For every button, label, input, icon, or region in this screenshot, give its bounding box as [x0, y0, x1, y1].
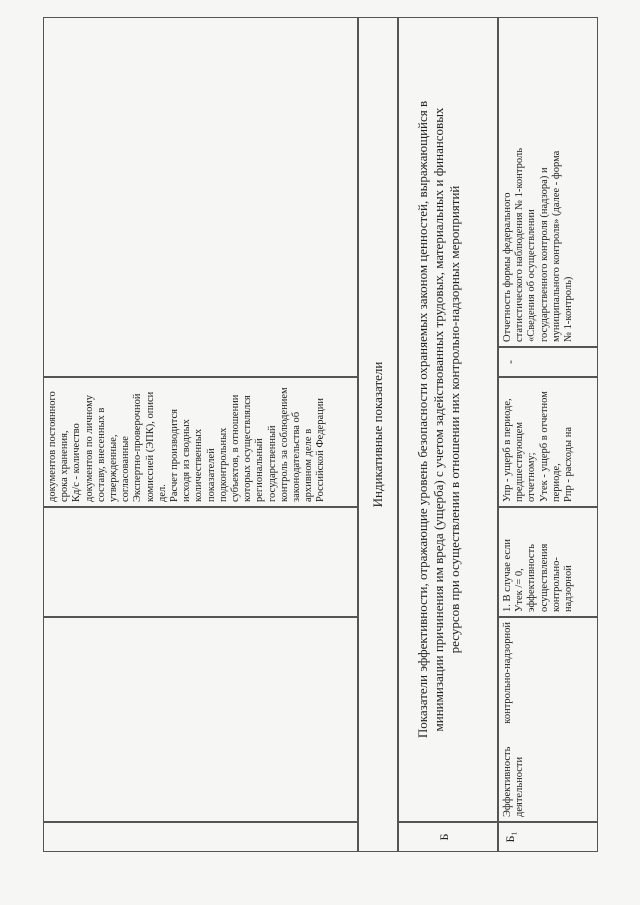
explanation-line: государственный [266, 425, 278, 502]
definition-line: отчетному; [526, 452, 538, 502]
explanation-line: дел. [156, 484, 168, 502]
explanation-line: составу, внесенных в [95, 407, 107, 502]
formula-line: эффективность [526, 544, 538, 612]
rotated-table [43, 17, 598, 852]
explanation-line: показателей [205, 448, 217, 502]
explanation-line: архивном деле в [303, 428, 315, 502]
formula-explanation-cell [43, 377, 358, 507]
definition-line: Рпр - расходы на [563, 427, 575, 502]
explanation-line: контроль за соблюдением [278, 387, 290, 502]
explanation-line: количественных [193, 428, 205, 502]
formula-line: 1. В случае если [502, 539, 513, 612]
formula-line: Утек /= 0, [514, 568, 526, 612]
explanation-line: региональный [254, 438, 266, 502]
definition-line: периоде, [550, 463, 562, 502]
section-b-description [398, 17, 498, 822]
formula-line: контрольно- [550, 557, 562, 612]
formula-cell-empty [43, 507, 358, 617]
explanation-line: подконтрольных [217, 427, 229, 502]
definition-line: предшествующем [514, 421, 526, 502]
section-b-line: Показатели эффективности, отражающие уровень безопасности охраняемых законом ценностей, выражающийся в [415, 100, 430, 739]
explanation-line: утвержденные, [108, 434, 120, 502]
explanation-line: Кд/с - количество [71, 423, 83, 502]
source-line: № 1-контроль) [563, 276, 575, 342]
row-b1-indicator-name: Эффективность контрольно-надзорной деятельности [498, 617, 598, 822]
source-line: муниципального контроля» (далее - форма [550, 150, 562, 342]
section-b-code: Б [398, 822, 498, 852]
explanation-line: Российской Федерации [315, 398, 327, 502]
row-b1-definitions [498, 377, 598, 507]
source-line: «Сведения об осуществлении [526, 209, 538, 342]
explanation-line: документов постоянного [47, 391, 58, 502]
explanation-line: срока хранения, [59, 430, 71, 502]
explanation-line: Экспертно-проверочной [132, 393, 144, 502]
section-b-line: ресурсов при осуществлении в отношении них контрольно-надзорных мероприятий [447, 185, 462, 654]
row-b1-source [498, 17, 598, 347]
row-b1-target-value: - [498, 347, 598, 377]
source-cell-empty [43, 17, 358, 377]
definition-line: Упр - ущерб в периоде, [502, 398, 513, 502]
explanation-line: комиссией (ЭПК), описи [144, 391, 156, 502]
source-line: государственного контроля (надзора) и [538, 167, 550, 342]
explanation-line: субъектов, в отношении [230, 394, 242, 502]
formula-line: осуществления [538, 543, 550, 612]
source-line: статистического наблюдения № 1-контроль [514, 148, 526, 342]
formula-line: надзорной [563, 565, 575, 612]
explanation-line: документов по личному [83, 394, 95, 502]
row-b1-formula [498, 507, 598, 617]
indicator-name-cell-empty [43, 617, 358, 822]
row-b1-code: Б₁ [498, 822, 598, 852]
section-b-line: минимизации причинения им вреда (ущерба) с учетом задействованных трудовых, материальных и финансовых [431, 107, 446, 732]
explanation-line: законодательства об [291, 411, 303, 502]
section-title: Индикативные показатели [358, 17, 398, 852]
row-code-cell-empty [43, 822, 358, 852]
explanation-line: Расчет производится [169, 409, 181, 502]
explanation-line: исходя из сводных [181, 419, 193, 502]
explanation-line: которых осуществлялся [242, 395, 254, 502]
definition-line: Утек - ущерб в отчетном [538, 391, 550, 502]
source-line: Отчетность формы федерального [502, 192, 513, 342]
explanation-line: согласованные [120, 436, 132, 502]
